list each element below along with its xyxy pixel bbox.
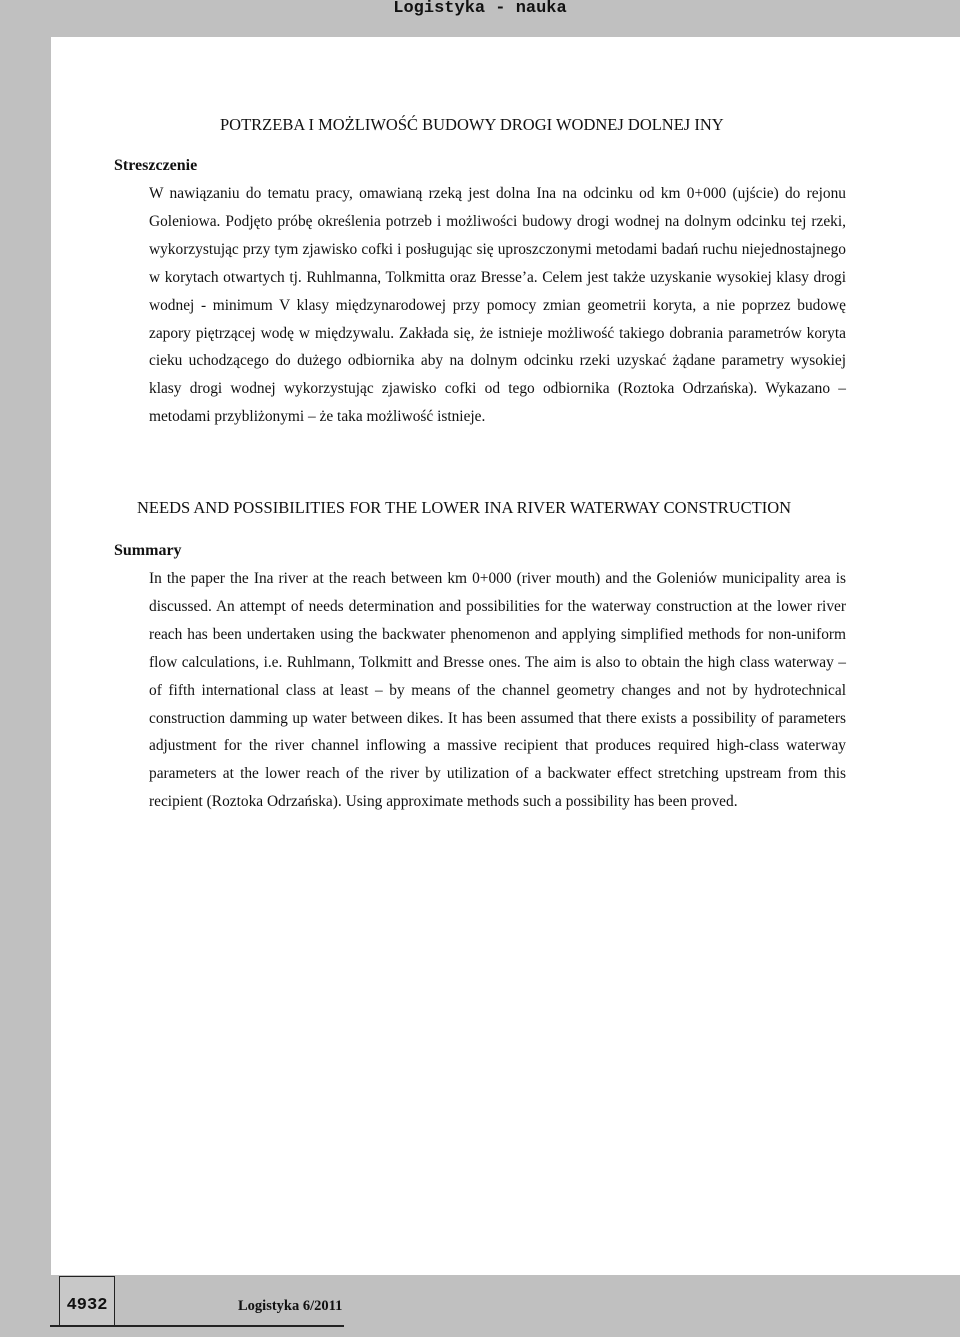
running-header-title: Logistyka - nauka xyxy=(393,0,567,18)
footer-rule xyxy=(50,1325,344,1327)
polish-abstract-text: W nawiązaniu do tematu pracy, omawianą rzeką jest dolna Ina na odcinku od km 0+000 (ujście) do rejonu Goleniowa. Podjęto próbę określenia potrzeb i możliwości budowy drogi wodnej na dolnym odcinku tej rzeki, wykorzystując przy tym zjawisko cofki i posługując się uproszczonymi metodami badań ruchu niejednostajnego w korytach otwartych tj. Ruhlmanna, Tolkmitta oraz Bresse’a. Celem jest także uzyskanie wysokiej klasy drogi wodnej - minimum V klasy międzynarodowej przy pomocy zmian geometrii koryta, a nie poprzez budowę zapory piętrzącej wodę w międzywalu. Zakłada się, że istnieje możliwość takiego dobrania parametrów koryta cieku uchodzącego do dużego odbiornika aby na dolnym odcinku rzeki uzyskać żądane parametry wysokiej klasy drogi wodnej wykorzystując zjawisko cofki od tego odbiornika (Roztoka Odrzańska). Wykazano – metodami przybliżonymi – że taka możliwość istnieje. xyxy=(149,185,846,426)
english-summary-text: In the paper the Ina river at the reach between km 0+000 (river mouth) and the Goleniów municipality area is discussed. An attempt of needs determination and possibilities for the waterway construction at the lower river reach has been undertaken using the backwater phenomenon and applying simplified methods for non-uniform flow calculations, i.e. Ruhlmann, Tolkmitt and Bresse ones. The aim is also to obtain the high class waterway – of fifth international class at least – by means of the channel geometry changes and not by hydrotechnical construction damming up water between dikes. It has been assumed that there exists a possibility of parameters adjustment for the river channel inflowing a massive recipient that produces required high-class waterway parameters at the lower reach of the river by utilization of a backwater effect stretching upstream from this recipient (Roztoka Odrzańska). Using approximate methods such a possibility has been proved. xyxy=(149,570,846,811)
english-summary-label: Summary xyxy=(114,542,182,559)
english-title: NEEDS AND POSSIBILITIES FOR THE LOWER INA RIVER WATERWAY CONSTRUCTION xyxy=(137,498,792,517)
page-number: 4932 xyxy=(66,1296,108,1315)
polish-title: POTRZEBA I MOŻLIWOŚĆ BUDOWY DROGI WODNEJ DOLNEJ INY xyxy=(220,115,724,134)
journal-issue: Logistyka 6/2011 xyxy=(238,1298,343,1314)
running-header xyxy=(0,0,960,36)
polish-abstract-label: Streszczenie xyxy=(114,157,198,174)
page-footer xyxy=(0,1275,960,1337)
